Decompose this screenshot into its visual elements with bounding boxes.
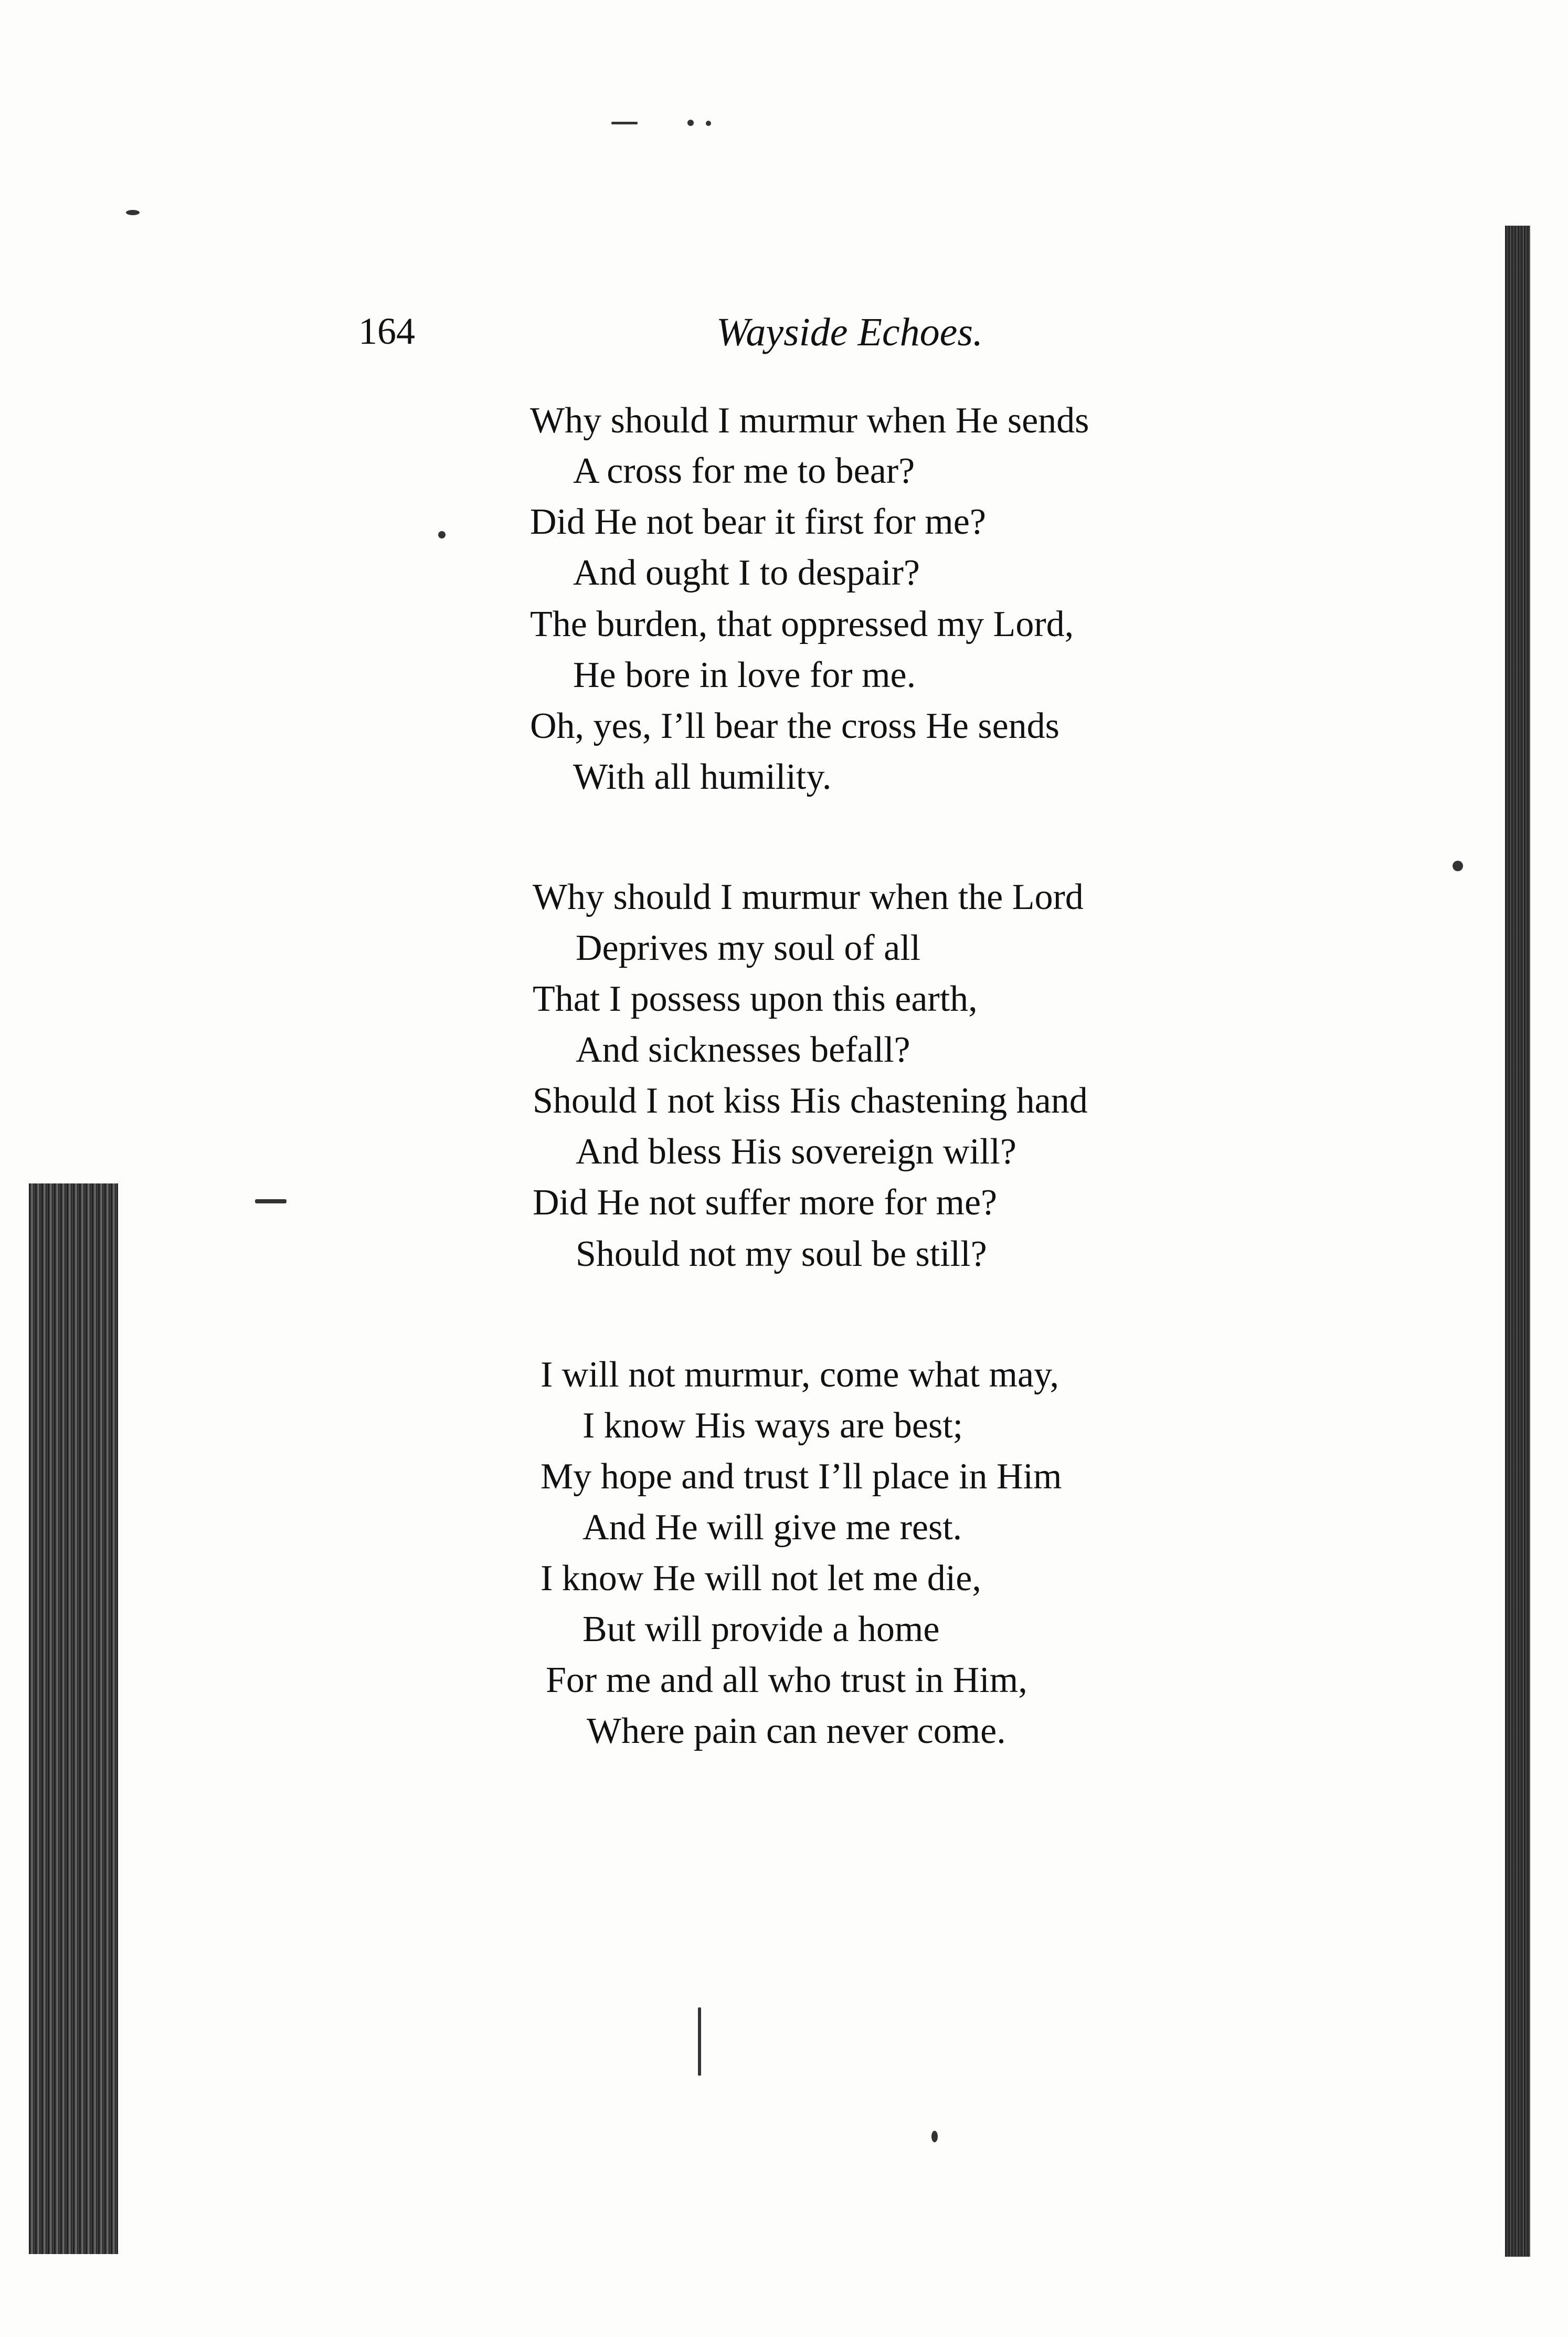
poem-line: I know His ways are best; <box>582 1405 963 1446</box>
poem-line: Oh, yes, I’ll bear the cross He sends <box>530 706 1060 746</box>
scan-speck <box>687 120 694 126</box>
poem-line: And sicknesses befall? <box>576 1030 910 1070</box>
scan-speck <box>1453 861 1463 871</box>
running-title: Wayside Echoes. <box>716 310 983 354</box>
page-header <box>0 310 1568 373</box>
poem-line: Where pain can never come. <box>587 1711 1006 1751</box>
scan-speck <box>438 531 446 538</box>
scan-edge-shadow-right <box>1505 226 1530 2257</box>
poem-line: I will not murmur, come what may, <box>541 1355 1059 1395</box>
scan-speck <box>931 2131 938 2142</box>
poem-line: Deprives my soul of all <box>576 928 921 968</box>
poem-line: That I possess upon this earth, <box>533 979 978 1019</box>
poem-line: Why should I murmur when He sends <box>530 400 1089 441</box>
poem-line: Should I not kiss His chastening hand <box>533 1081 1088 1121</box>
scan-speck <box>126 210 140 215</box>
poem-line: Did He not bear it first for me? <box>530 502 986 542</box>
poem-line: With all humility. <box>573 757 832 797</box>
poem-line: And bless His sovereign will? <box>576 1132 1016 1172</box>
poem-line: The burden, that oppressed my Lord, <box>530 604 1074 644</box>
scan-speck <box>611 122 638 124</box>
scan-edge-shadow-left <box>29 1183 118 2254</box>
scan-speck <box>255 1199 287 1203</box>
scan-speck <box>706 121 711 126</box>
poem-line: And He will give me rest. <box>582 1507 962 1548</box>
poem-line: I know He will not let me die, <box>541 1558 981 1599</box>
poem-line: For me and all who trust in Him, <box>546 1660 1027 1700</box>
poem-line: But will provide a home <box>582 1609 940 1649</box>
poem-line: He bore in love for me. <box>573 655 916 695</box>
poem-line: Did He not suffer more for me? <box>533 1182 998 1223</box>
poem-line: My hope and trust I’ll place in Him <box>541 1456 1062 1497</box>
poem-line: Should not my soul be still? <box>576 1234 987 1274</box>
page-number: 164 <box>358 310 415 352</box>
poem-line: And ought I to despair? <box>573 553 920 593</box>
poem-line: A cross for me to bear? <box>573 451 915 491</box>
scan-speck <box>698 2007 701 2076</box>
poem-line: Why should I murmur when the Lord <box>533 877 1084 917</box>
